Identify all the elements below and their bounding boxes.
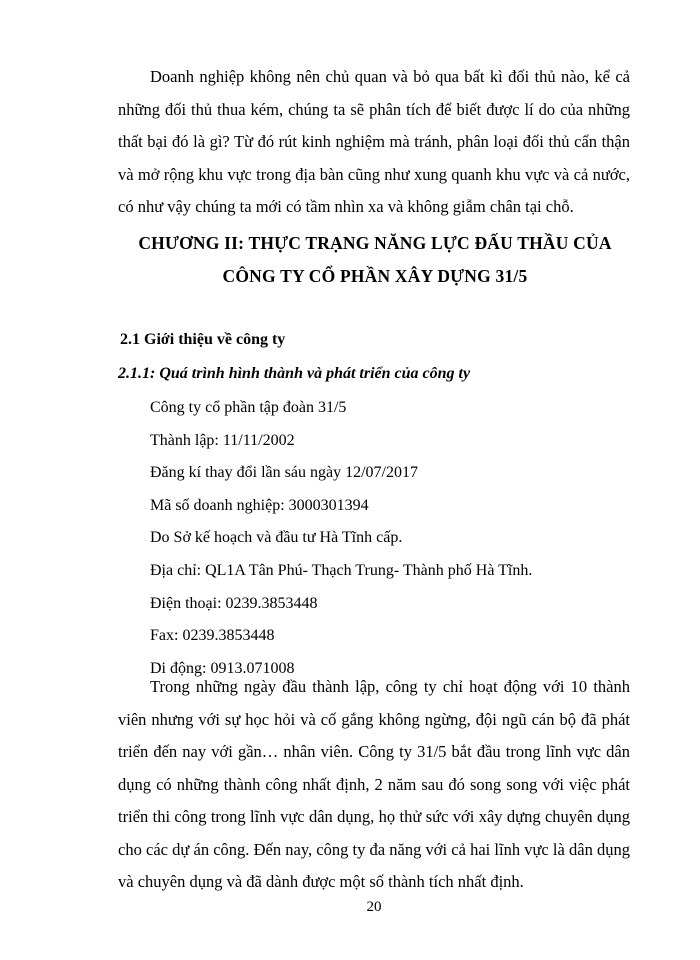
- page-number: 20: [366, 899, 382, 915]
- company-info-tax-code: Mã số doanh nghiệp: 3000301394: [150, 496, 369, 514]
- company-info-name: Công ty cổ phần tập đoàn 31/5: [150, 399, 347, 416]
- company-info-issuer: Do Sở kế hoạch và đầu tư Hà Tĩnh cấp.: [150, 529, 403, 547]
- company-info-fax: Fax: 0239.3853448: [150, 627, 275, 645]
- chapter-title-line-1: CHƯƠNG II: THỰC TRẠNG NĂNG LỰC ĐẤU THẦU CỦA: [138, 233, 612, 253]
- company-info-phone: Điện thoại: 0239.3853448: [150, 594, 318, 612]
- company-info-list: [150, 392, 532, 685]
- company-info-mobile: Di động: 0913.071008: [150, 659, 295, 677]
- intro-paragraph: Doanh nghiệp không nên chủ quan và bỏ qua bất kì đối thủ nào, kể cả những đối thủ thua kém, chúng ta sẽ phân tích để biết được lí do của những thất bại đó là gì? Từ đó rút kinh nghiệm mà tránh, phân loại đối thủ cẩn thận và mở rộng khu vực trong địa bàn cũng như xung quanh khu vực và cả nước, có như vậy chúng ta mới có tầm nhìn xa và không giẫm chân tại chỗ.: [118, 67, 630, 216]
- section-heading: 2.1 Giới thiệu về công ty: [120, 331, 286, 348]
- company-info-founded: Thành lập: 11/11/2002: [150, 431, 295, 449]
- company-info-registration: Đăng kí thay đổi lần sáu ngày 12/07/2017: [150, 464, 418, 482]
- subsection-heading: 2.1.1: Quá trình hình thành và phát triển của công ty: [118, 365, 471, 382]
- chapter-title: [100, 227, 650, 293]
- company-info-address: Địa chỉ: QL1A Tân Phú- Thạch Trung- Thành phố Hà Tĩnh.: [150, 561, 533, 579]
- chapter-title-line-2: CÔNG TY CỔ PHẦN XÂY DỰNG 31/5: [222, 266, 528, 286]
- history-paragraph: Trong những ngày đầu thành lập, công ty chỉ hoạt động với 10 thành viên nhưng với sự học hỏi và cố gắng không ngừng, đội ngũ cán bộ đã phát triển đến nay với gần… nhân viên. Công ty 31/5 bắt đầu trong lĩnh vực dân dụng có những thành công nhất định, 2 năm sau đó song song với việc phát triển thi công trong lĩnh vực dân dụng, họ thử sức với xây dựng chuyên dụng cho các dự án công. Đến nay, công ty đa năng với cả hai lĩnh vực là dân dụng và chuyên dụng và đã dành được một số thành tích nhất định.: [118, 677, 630, 891]
